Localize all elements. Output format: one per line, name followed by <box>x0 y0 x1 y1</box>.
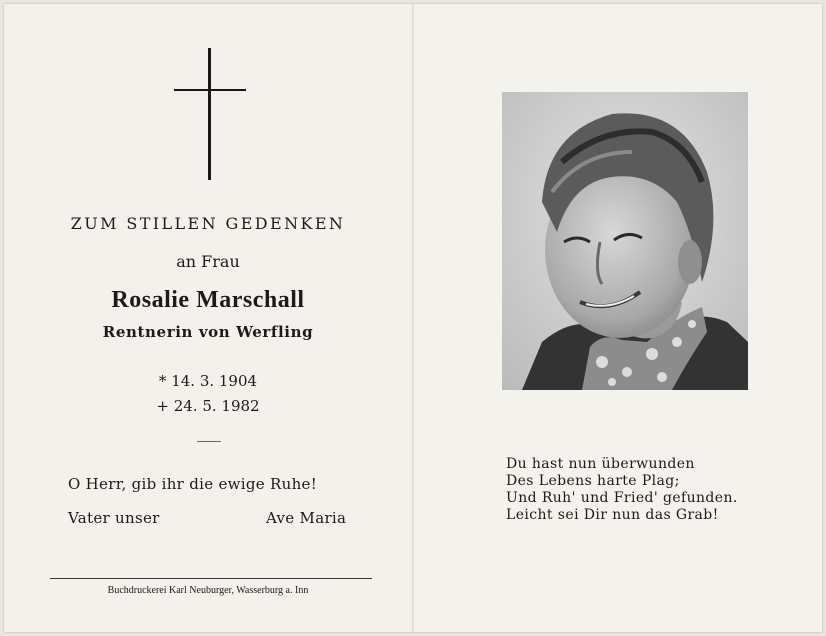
divider <box>197 441 221 442</box>
death-date: + 24. 5. 1982 <box>156 397 260 415</box>
poem-line: Des Lebens harte Plag; <box>506 473 680 489</box>
cross-icon <box>174 48 246 180</box>
deceased-name: Rosalie Marschall <box>111 287 305 313</box>
prayer-line: O Herr, gib ihr die ewige Ruhe! <box>68 475 318 493</box>
poem-line: Leicht sei Dir nun das Grab! <box>506 507 719 523</box>
memorial-card <box>4 4 822 632</box>
birth-date: * 14. 3. 1904 <box>158 372 258 390</box>
poem-line: Und Ruh' und Fried' gefunden. <box>506 490 738 506</box>
prayer-vater-unser: Vater unser <box>68 509 160 527</box>
printer-rule <box>50 578 372 579</box>
left-page <box>4 4 412 632</box>
poem-line: Du hast nun überwunden <box>506 456 695 472</box>
right-page <box>414 4 822 632</box>
memorial-subheading: an Frau <box>176 252 240 271</box>
poem <box>506 456 738 524</box>
printer-credit: Buchdruckerei Karl Neuburger, Wasserburg a. Inn <box>107 585 309 596</box>
portrait-photo <box>502 92 748 390</box>
prayer-ave-maria: Ave Maria <box>266 509 347 527</box>
deceased-title: Rentnerin von Werfling <box>102 323 314 341</box>
memorial-heading: ZUM STILLEN GEDENKEN <box>70 214 346 233</box>
